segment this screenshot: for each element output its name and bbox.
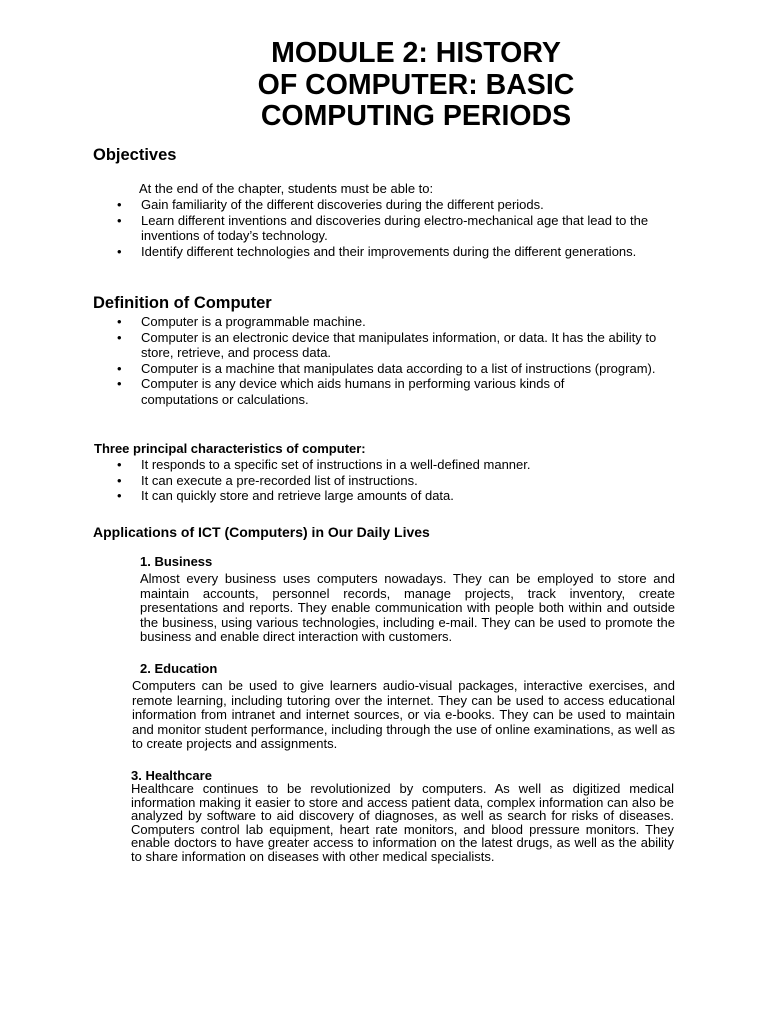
healthcare-heading: 3. Healthcare <box>131 768 212 783</box>
bullet-glyph: • <box>117 488 122 503</box>
bullet-glyph: • <box>117 212 122 228</box>
characteristics-heading: Three principal characteristics of computer: <box>94 441 366 456</box>
page-title <box>150 38 682 133</box>
definition-heading: Definition of Computer <box>93 294 272 312</box>
title-line: MODULE 2: HISTORY <box>271 37 561 69</box>
bullet-glyph: • <box>117 243 122 259</box>
title-line: COMPUTING PERIODS <box>260 100 572 132</box>
definition-list <box>0 314 768 407</box>
list-item: • Computer is any device which aids humans in performing various kinds of computations or calculations. <box>117 376 565 407</box>
characteristics-list <box>0 457 768 504</box>
bullet-glyph: • <box>117 329 122 345</box>
list-item: • Learn different inventions and discoveries during electro-mechanical age that lead to the inventions of today’s technology. <box>117 212 649 243</box>
bullet-glyph: • <box>117 360 122 376</box>
bullet-glyph: • <box>117 472 122 488</box>
business-paragraph: Almost every business uses computers nowadays. They can be employed to store and maintain accounts, personnel records, manage projects, track inventory, create presentations and reports. They enable communication with people both within and outside the business, using various technologies, including e-mail. They can be used to promote the business and enable direct interaction with customers. <box>140 571 675 644</box>
list-item: • Computer is a machine that manipulates data according to a list of instructions (program). <box>117 360 656 376</box>
title-line: OF COMPUTER: BASIC <box>257 68 575 101</box>
list-item: • It can quickly store and retrieve large amounts of data. <box>117 488 454 503</box>
objectives-intro: At the end of the chapter, students must be able to: <box>139 181 434 196</box>
education-paragraph: Computers can be used to give learners audio-visual packages, interactive exercises, and remote learning, including tutoring over the internet. They can be used to access educational information from intranet and internet sources, or via e-books. They can be used to maintain and monitor student performance, including through the use of online examinations, as well as to create projects and assignments. <box>132 678 675 751</box>
bullet-glyph: • <box>117 376 122 391</box>
healthcare-paragraph: Healthcare continues to be revolutionized by computers. As well as digitized medical information making it easier to store and access patient data, complex information can also be analyzed by software to aid discovery of diagnoses, as well as search for risks of diseases. Computers control lab equipment, heart rate monitors, and blood pressure monitors. They enable doctors to have greater access to information on the latest drugs, as well as the ability to share information on diseases with other medical specialists. <box>131 781 674 864</box>
list-item: • Computer is a programmable machine. <box>117 314 366 329</box>
list-item: • It responds to a specific set of instructions in a well-defined manner. <box>117 457 531 472</box>
list-item: • Computer is an electronic device that manipulates information, or data. It has the ability to store, retrieve, and process data. <box>117 329 657 360</box>
applications-heading: Applications of ICT (Computers) in Our Daily Lives <box>93 524 430 540</box>
business-heading: 1. Business <box>140 554 213 569</box>
objectives-list <box>0 197 768 259</box>
list-item: • Gain familiarity of the different discoveries during the different periods. <box>117 197 544 212</box>
education-heading: 2. Education <box>140 661 218 676</box>
bullet-glyph: • <box>117 197 122 212</box>
list-item: • Identify different technologies and their improvements during the different generations. <box>117 243 637 259</box>
bullet-glyph: • <box>117 314 122 329</box>
objectives-heading: Objectives <box>93 146 177 164</box>
bullet-glyph: • <box>117 457 122 472</box>
list-item: • It can execute a pre-recorded list of instructions. <box>117 472 418 488</box>
